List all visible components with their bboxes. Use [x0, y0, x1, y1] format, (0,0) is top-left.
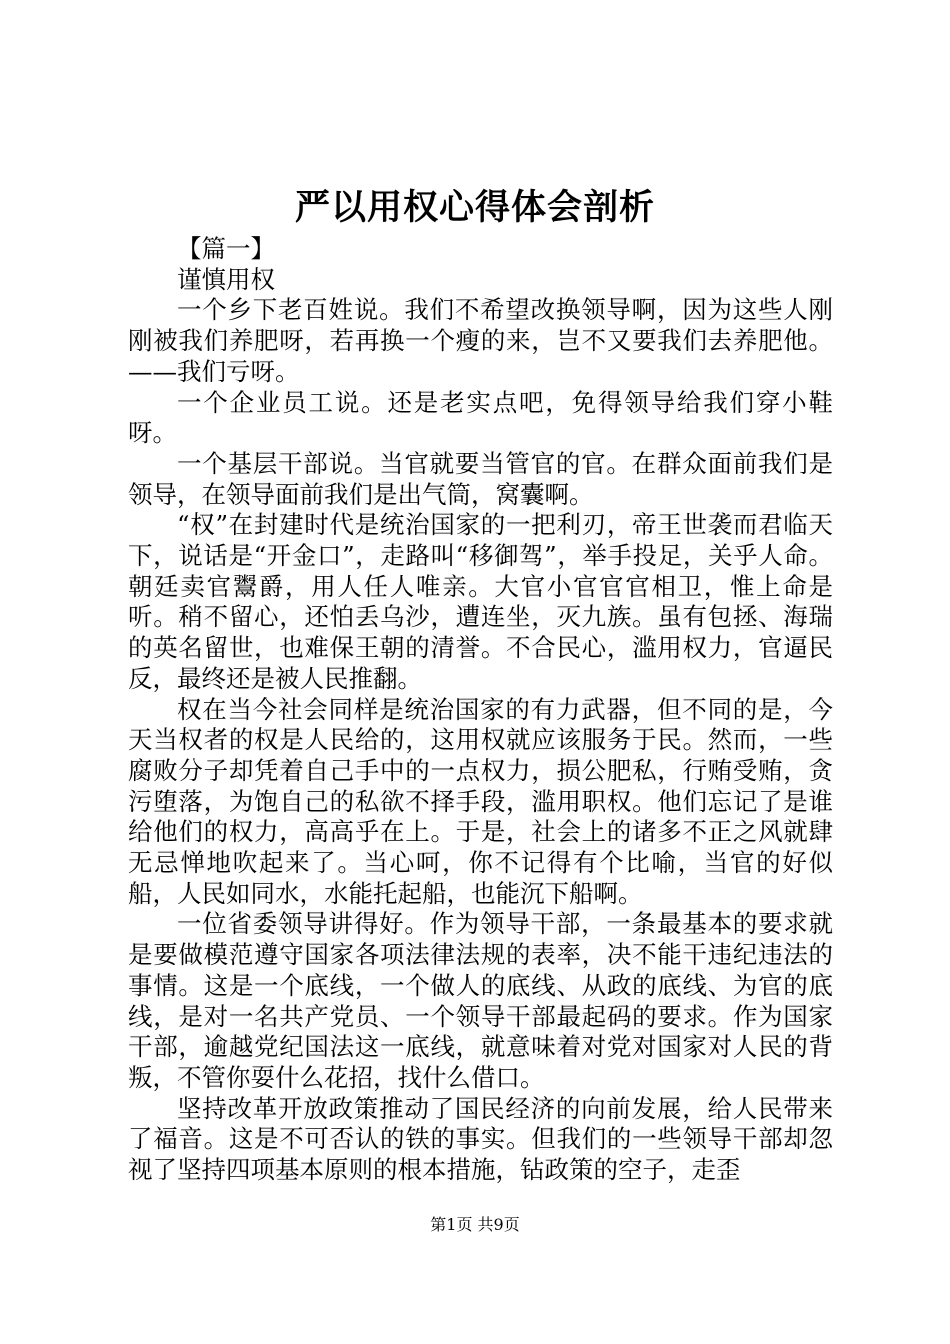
paragraph: 坚持改革开放政策推动了国民经济的向前发展，给人民带来了福音。这是不可否认的铁的事实。但我们的一些领导干部却忽视了坚持四项基本原则的根本措施，钻政策的空子，走歪 [128, 1093, 833, 1185]
section-heading: 【篇一】 [177, 234, 275, 263]
document-body [128, 234, 833, 1186]
paragraph: 一个企业员工说。还是老实点吧，免得领导给我们穿小鞋呀。 [128, 387, 833, 448]
paragraph: 一位省委领导讲得好。作为领导干部，一条最基本的要求就是要做模范遵守国家各项法律法规的表率，决不能干违纪违法的事情。这是一个底线，一个做人的底线、从政的底线、为官的底线，是对一名共产党员、一个领导干部最起码的要求。作为国家干部，逾越党纪国法这一底线，就意味着对党对国家对人民的背叛，不管你耍什么花招，找什么借口。 [128, 909, 833, 1092]
page-number-footer: 第1页 共9页 [430, 1215, 520, 1234]
paragraph: 一个基层干部说。当官就要当管官的官。在群众面前我们是领导，在领导面前我们是出气筒，窝囊啊。 [128, 448, 833, 509]
paragraph: 权在当今社会同样是统治国家的有力武器，但不同的是，今天当权者的权是人民给的，这用权就应该服务于民。然而，一些腐败分子却凭着自己手中的一点权力，损公肥私，行贿受贿，贪污堕落，为饱自己的私欲不择手段，滥用职权。他们忘记了是谁给他们的权力，高高乎在上。于是，社会上的诸多不正之风就肆无忌惮地吹起来了。当心呵，你不记得有个比喻，当官的好似船，人民如同水，水能托起船，也能沉下船啊。 [128, 694, 833, 908]
subheading: 谨慎用权 [177, 264, 275, 294]
document-title: 严以用权心得体会剖析 [294, 187, 655, 228]
paragraph: 一个乡下老百姓说。我们不希望改换领导啊，因为这些人刚刚被我们养肥呀，若再换一个瘦的来，岂不又要我们去养肥他。——我们亏呀。 [128, 295, 833, 386]
paragraph: “权”在封建时代是统治国家的一把利刃，帝王世袭而君临天下，说话是“开金口”，走路叫“移御驾”，举手投足，关乎人命。朝廷卖官鬻爵，用人任人唯亲。大官小官官官相卫，惟上命是听。稍不留心，还怕丢乌沙，遭连坐，灭九族。虽有包拯、海瑞的英名留世，也难保王朝的清誉。不合民心，滥用权力，官逼民反，最终还是被人民推翻。 [128, 510, 833, 693]
